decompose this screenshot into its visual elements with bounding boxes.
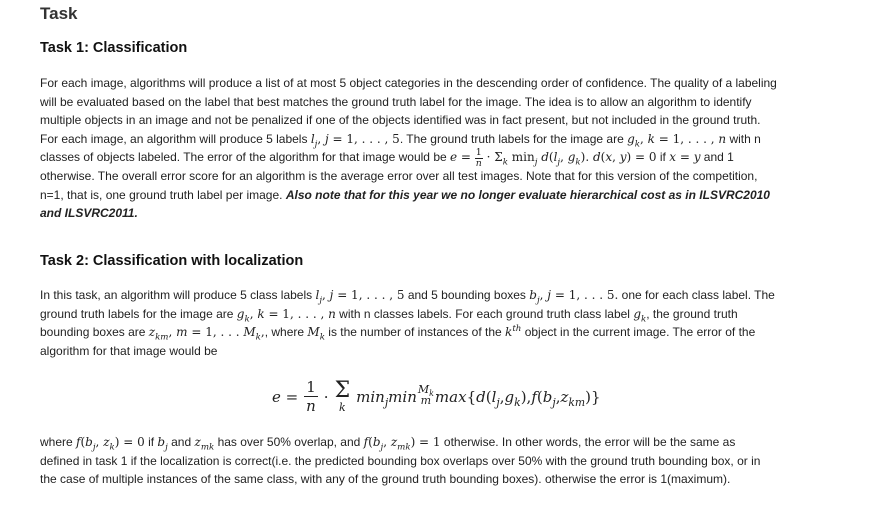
task2-line-1: In this task, an algorithm will produce 5 class labels $l_j$, j = 1, . . . , 5 and 5 bounding boxes $b_j$, j = 1, . . . 5. one for each class label. The	[40, 288, 775, 306]
task2-paragraph	[40, 286, 845, 360]
task1-line-2: will be evaluated based on the label that best matches the ground truth label for the image. The idea is to allow an algorithm to identify	[40, 94, 752, 109]
task2-line-3: bounding boxes are $z_{km}$, m = 1, . . . $M_k$,, where $M_k$ is the number of instances of the $k^{th}$ object in the current image. The error of the	[40, 324, 756, 343]
task1-paragraph	[40, 74, 845, 223]
task2-line-4: algorithm for that image would be	[40, 343, 218, 358]
task1-line-6: otherwise. The overall error score for an algorithm is the average error over all test images. Note that for this version of the competition,	[40, 168, 758, 183]
task2-heading: Task 2: Classification with localization	[40, 253, 304, 269]
page-title: Task	[40, 4, 78, 23]
task2-after-line-3: the case of multiple instances of the same class, with any of the ground truth bounding boxes). otherwise the error is 1(maximum).	[40, 472, 731, 487]
task1-heading: Task 1: Classification	[40, 40, 188, 56]
task2-line-2: ground truth labels for the image are $g_k$, k = 1, . . . , n with n classes labels. For each ground truth class label $g_k$, the ground truth	[40, 306, 738, 324]
task1-line-5: classes of objects labeled. The error of the algorithm for that image would be e = $\frac{1}{n}$ · $\Sigma_k$ $\min_j d(l_j$, $g_k$). d(x, y) = 0 if x = y and 1	[40, 147, 734, 169]
task2-after-line-2: defined in task 1 if the localization is correct(i.e. the predicted bounding box overlaps over 50% with the ground truth bounding box, or in	[40, 453, 761, 468]
task1-line-3: multiple objects in an image and not be penalized if one of the objects identified was in fact present, but not included in the ground truth.	[40, 113, 761, 128]
task2-explanation	[40, 433, 845, 489]
task1-line-7: n=1, that is, one ground truth label per image. Also note that for this year we no longer evaluate hierarchical cost as in ILSVRC2010	[40, 187, 770, 202]
task1-line-4: For each image, an algorithm will produce 5 labels $l_j$, j = 1, . . . , 5. The ground truth labels for the image are $g_k$, k = 1, . . . , n with n	[40, 131, 761, 150]
error-equation: e = $\frac{1}{n}$ · Σ k $\min_j\min$ $M_k$ m max { d ( $l_j$ , $g_k$ ), f ( $b_j$ , $z_{km}$ )}	[272, 377, 601, 415]
task1-line-1: For each image, algorithms will produce a list of at most 5 object categories in the descending order of confidence. The quality of a labeling	[40, 76, 777, 90]
task2-after-line-1: where $f(b_j$, $z_k) = 0$ if $b_j$ and $z_{mk}$ has over 50% overlap, and $f(b_j$, $z_{mk}) = 1$ otherwise. In other words, the error will be the same as	[40, 435, 736, 453]
task1-line-8: and ILSVRC2011.	[40, 206, 138, 221]
